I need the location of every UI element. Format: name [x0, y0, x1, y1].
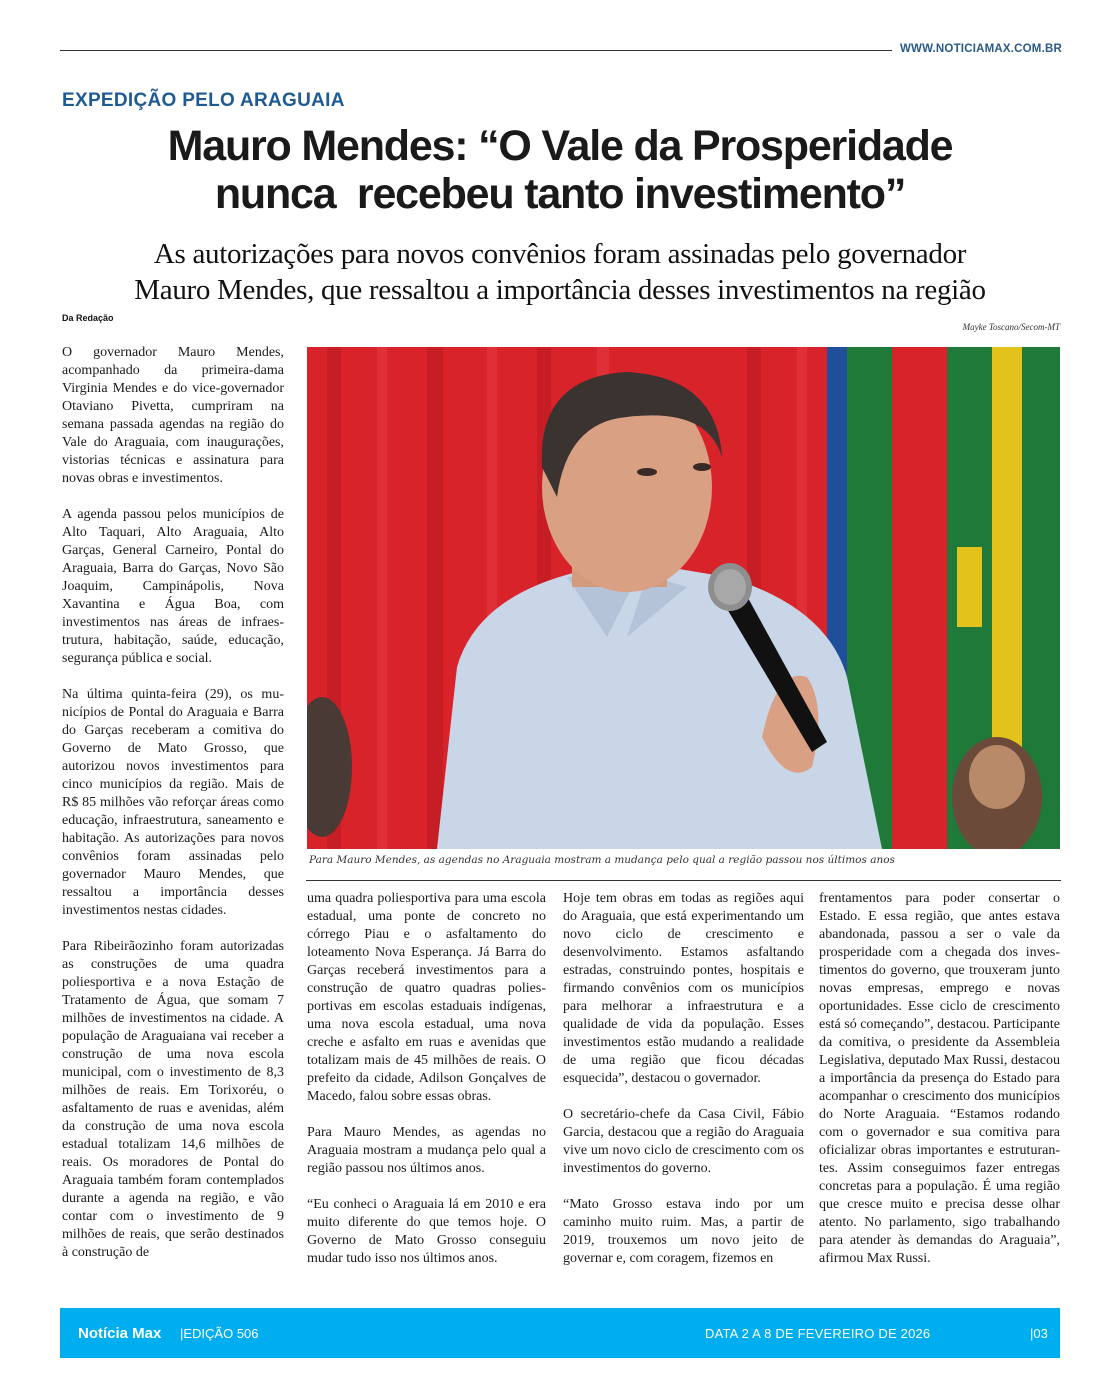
site-url[interactable]: WWW.NOTICIAMAX.COM.BR [900, 43, 1062, 55]
paragraph: “Eu conheci o Araguaia lá em 2010 e era muito diferente do que temos hoje. O Governo de Mato Grosso conseguiu mudar tudo isso nos últimos anos. [307, 1197, 546, 1266]
header-rule [60, 50, 892, 51]
page-footer [60, 1308, 1060, 1358]
paragraph: O secretário-chefe da Casa Civil, Fábio Garcia, destacou que a região do Araguaia vive um novo ciclo de crescimento com os investimentos do governo. [563, 1107, 804, 1176]
article-column-4 [819, 890, 1060, 1268]
paragraph: Para Mauro Mendes, as agendas no Araguaia mostram a mudança pelo qual a região passou nos últimos anos. [307, 1125, 546, 1176]
subheadline [40, 236, 1080, 308]
photo-illustration [307, 347, 1060, 849]
subhead-line-1: As autorizações para novos convênios foram assinadas pelo governador [153, 238, 967, 270]
subhead-line-2: Mauro Mendes, que ressaltou a importância desses investimentos na região [134, 274, 986, 306]
headline [60, 122, 1060, 218]
section-kicker: EXPEDIÇÃO PELO ARAGUAIA [62, 90, 345, 111]
page-number: |03 [1030, 1326, 1048, 1341]
article-column-1 [62, 344, 284, 1262]
paragraph: “Mato Grosso estava indo por um caminho muito ruim. Mas, a partir de 2019, trouxemos um novo jeito de governar e, com coragem, fizemos en [563, 1197, 804, 1266]
photo-credit: Mayke Toscano/Secom-MT [962, 322, 1060, 332]
article-photo [307, 347, 1060, 849]
byline: Da Redação [62, 313, 114, 323]
caption-rule [306, 880, 1061, 881]
photo-caption: Para Mauro Mendes, as agendas no Araguaia mostram a mudança pelo qual a região passou nos últimos anos [309, 854, 895, 866]
footer-date: DATA 2 A 8 DE FEVEREIRO DE 2026 [705, 1326, 931, 1341]
paragraph: uma quadra poliesportiva para uma escola estadual, uma ponte de concreto no córrego Piau e o asfaltamento do loteamento Nova Esperança. Já Barra do Garças receberá investimentos para a construção de quatro quadras poliesportivas em escolas estaduais indígenas, uma nova escola estadual, uma nova creche e asfalto em ruas e avenidas que totalizam mais de 45 milhões de reais. O prefeito da cidade, Adilson Gonçalves de Macedo, falou sobre essas obras. [307, 891, 546, 1104]
paragraph: Na última quinta-feira (29), os municípios de Pontal do Araguaia e Barra do Garças receberam a comitiva do Governo de Mato Grosso, que autorizou novos investimentos para cinco municípios da região. Mais de R$ 85 milhões vão reforçar áreas como educação, infraestrutura, saneamento e habitação. As autorizações para novos convênios foram assinadas pelo governador Mauro Mendes, que ressaltou a importância desses investimentos nestas cidades. [62, 687, 284, 918]
headline-line-2: nunca recebeu tanto investimento” [214, 170, 906, 218]
article-column-2 [307, 890, 546, 1268]
footer-brand: Notícia Max [78, 1325, 162, 1342]
paragraph: O governador Mauro Mendes, acompanhado da primeira-dama Virginia Mendes e do vice-governador Otaviano Pivetta, cumpriram na semana passada agendas na região do Vale do Araguaia, com inaugurações, vistorias técnicas e assinatura para novas obras e investimentos. [62, 345, 284, 486]
headline-line-1: Mauro Mendes: “O Vale da Prosperidade [167, 122, 953, 170]
paragraph: Hoje tem obras em todas as regiões aqui do Araguaia, que está experimentando um novo ciclo de crescimento e desenvolvimento. Estamos asfaltando estradas, construindo pontes, hospitais e firmando convênios com os municípios para melhorar a infraestrutura e a qualidade de vida da população. Esses investimentos estão mudando a realidade de uma região que ficou décadas esquecida”, destacou o governador. [563, 891, 804, 1086]
paragraph: frentamentos para poder consertar o Estado. E essa região, que antes estava abandonada, passou a ser o vale da prosperidade com a chegada dos investimentos do governo, que trouxeram junto novas empresas, emprego e novas oportunidades. Esse ciclo de crescimento está só começando”, destacou. Participante da comitiva, o presidente da Assembleia Legislativa, deputado Max Russi, destacou a importância da presença do Estado para acompanhar o crescimento dos municípios do Norte Araguaia. “Estamos rodando com o governador e sua comitiva para oficializar obras importantes e estruturantes. Assim conseguimos fazer entregas concretas para a população. É uma região que cresce muito e precisa desse olhar atento. No parlamento, sigo trabalhando para atender às demandas do Araguaia”, afirmou Max Russi. [819, 891, 1061, 1266]
paragraph: Para Ribeirãozinho foram autorizadas as construções de uma quadra poliesportiva e a nova Estação de Tratamento de Água, que somam 7 milhões de investimentos na cidade. A população de Araguaiana vai receber a construção de uma nova escola municipal, com o investimento de 8,3 milhões de reais. Em Torixoréu, o asfaltamento de ruas e avenidas, além da construção de uma nova escola estadual totalizam 14,6 milhões de reais. Os moradores de Pontal do Araguaia também foram contemplados durante a agenda na região, e vão contar com o investimento de 9 milhões de reais, que serão destinados à construção de [62, 939, 284, 1260]
paragraph: A agenda passou pelos municípios de Alto Taquari, Alto Araguaia, Alto Garças, General Carneiro, Pontal do Araguaia, Barra do Garças, Novo São Joaquim, Campinápolis, Nova Xavantina e Água Boa, com investimentos nas áreas de infraestrutura, habitação, saúde, educação, segurança pública e social. [62, 507, 284, 666]
footer-edition: |EDIÇÃO 506 [180, 1326, 259, 1341]
article-column-3 [563, 890, 804, 1268]
